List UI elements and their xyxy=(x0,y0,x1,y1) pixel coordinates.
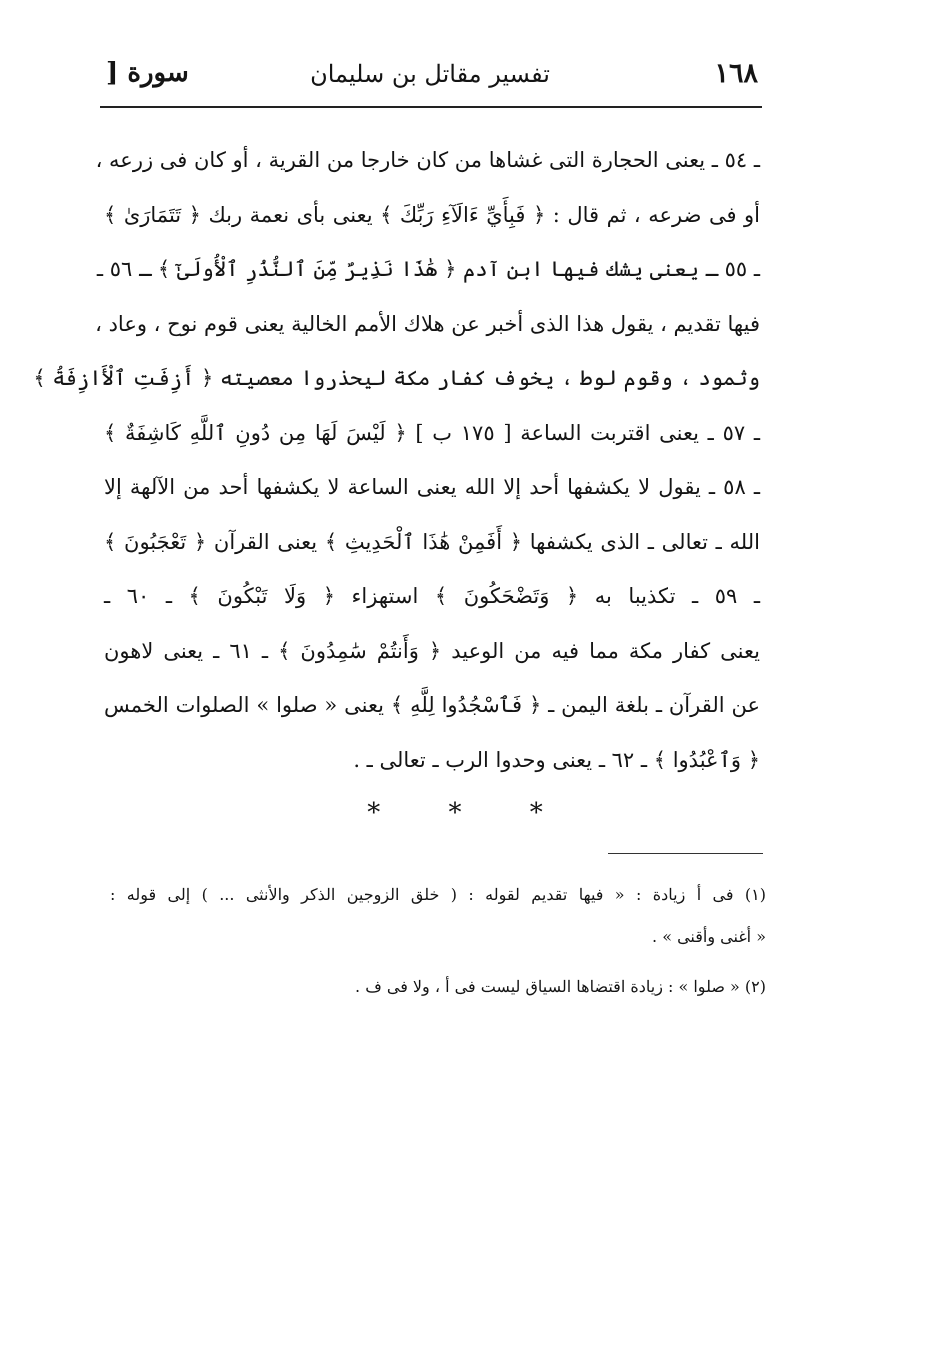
text-line: فيها تقديم ، يقول هذا الذى أخبر عن هلاك الأمم الخالية يعنى قوم نوح ، وعاد ، xyxy=(95,311,760,336)
text-line: ـ ٥٤ ـ يعنى الحجارة التى غشاها من كان خارجا من القرية ، أو كان فى زرعه ، xyxy=(95,148,760,172)
footnote-line: (١) فى أ زيادة : « فيها تقديم لقوله : ( خلق الزوجين الذكر والأنثى ... ) إلى قوله : xyxy=(110,885,766,904)
header-rule xyxy=(100,106,762,108)
text-line: يعنى كفار مكة مما فيه من الوعيد ﴿ وَأَنتُمْ سَٰمِدُونَ ﴾ ـ ٦١ ـ يعنى لاهون xyxy=(104,638,760,663)
text-line: عن القرآن ـ بلغة اليمن ـ ﴿ فَٱسْجُدُوا لِلَّهِ ﴾ يعنى « صلوا » الصلوات الخمس xyxy=(104,693,760,717)
page-number: ١٦٨ xyxy=(714,58,758,89)
text-line: ـ ٥٩ ـ تكذيبا به ﴿ وَتَضْحَكُونَ ﴾ استهزاء ﴿ وَلَا تَبْكُونَ ﴾ ـ ٦٠ ـ xyxy=(104,584,761,608)
text-line: ﴿ وَٱعْبُدُوا ﴾ ـ ٦٢ ـ يعنى وحدوا الرب ـ تعالى ـ . xyxy=(353,747,760,772)
text-line: ـ ٥٧ ـ يعنى اقتربت الساعة [ ١٧٥ ب ] ﴿ لَيْسَ لَهَا مِن دُونِ ٱللَّهِ كَاشِفَةٌ ﴾ xyxy=(104,420,761,445)
text-line: الله ـ تعالى ـ الذى يكشفها ﴿ أَفَمِنْ هَٰذَا ٱلْحَدِيثِ ﴾ يعنى القرآن ﴿ تَعْجَبُونَ ﴾ xyxy=(104,529,760,554)
footnotes xyxy=(110,874,766,1008)
footnote-rule xyxy=(608,853,763,854)
footnote-line: « أغنى وأقنى » . xyxy=(652,927,766,946)
text-line: وثمود ، وقوم لوط ، يخوف كفار مكة ليحذروا معصيته ﴿ أَزِفَتِ ٱلْأَازِفَةُ ﴾ xyxy=(33,366,760,390)
section-separator: * * * xyxy=(367,798,573,828)
text-line: ـ ٥٨ ـ يقول لا يكشفها أحد إلا الله يعنى الساعة لا يكشفها أحد من الآلهة إلا xyxy=(104,475,760,499)
running-title: تفسير مقاتل بن سليمان xyxy=(310,60,550,88)
text-line: ـ ٥٥ ـ يعنى يشك فيها ابن آدم ﴿ هَٰذَا نَذِيرٌ مِّنَ ٱلنُّذُرِ ٱلْأُولَىٰٓ ﴾ ـ ٥٦ ـ xyxy=(96,257,760,281)
page-header xyxy=(100,56,760,106)
footnote-line: (٢) « صلوا » : زيادة اقتضاها السياق ليست فى أ ، ولا فى ف . xyxy=(355,977,766,996)
surah-label: سورة [ xyxy=(106,58,189,88)
text-line: أو فى ضرعه ، ثم قال : ﴿ فَبِأَيِّ ءَالَآءِ رَبِّكَ ﴾ يعنى بأى نعمة ربك ﴿ تَتَمَارَىٰ ﴾ xyxy=(104,202,760,227)
body-text xyxy=(33,133,761,787)
footnote-spacer xyxy=(110,958,766,966)
